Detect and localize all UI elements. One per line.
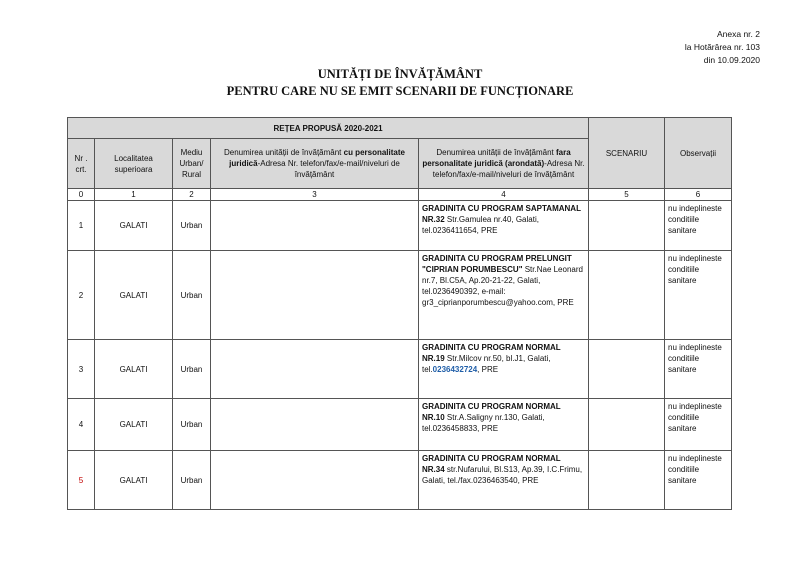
annex-date: din 10.09.2020: [703, 55, 760, 65]
schools-table: [67, 117, 732, 510]
row-mediu: Urban: [173, 451, 211, 510]
row-localitatea: GALATI: [95, 399, 173, 451]
row-localitatea: GALATI: [95, 451, 173, 510]
row-unit-without-legal-personality: GRADINITA CU PROGRAM PRELUNGIT "CIPRIAN PORUMBESCU" Str.Nae Leonard nr.7, Bl.C5A, Ap.20-21-22, Galati, tel.0236490392, e-mail: gr3_ciprianporumbescu@yahoo.com, PRE: [419, 251, 589, 340]
row-localitatea: GALATI: [95, 251, 173, 340]
header-unit-with-legal-personality: Denumirea unității de învățământ cu personalitate juridică-Adresa Nr. telefon/fax/e-mail/niveluri de învățământ: [211, 139, 419, 189]
row-unit-without-legal-personality: GRADINITA CU PROGRAM NORMAL NR.34 str.Nufarului, Bl.S13, Ap.39, I.C.Frimu, Galati, tel./fax.0236463540, PRE: [419, 451, 589, 510]
row-nr: 1: [68, 201, 95, 251]
row-observatii: nu indeplineste conditiile sanitare: [665, 201, 732, 251]
table-row: [68, 451, 732, 510]
row-scenariu: [589, 399, 665, 451]
column-number-row: [68, 189, 732, 201]
row-observatii: nu indeplineste conditiile sanitare: [665, 340, 732, 399]
row-localitatea: GALATI: [95, 340, 173, 399]
row-nr: 3: [68, 340, 95, 399]
document-subtitle: PENTRU CARE NU SE EMIT SCENARII DE FUNCȚIONARE: [226, 84, 574, 98]
row-mediu: Urban: [173, 340, 211, 399]
header-nr: Nr . crt.: [68, 139, 95, 189]
col-number: 3: [211, 189, 419, 201]
row-scenariu: [589, 251, 665, 340]
col-number: 6: [665, 189, 732, 201]
table-row: [68, 399, 732, 451]
row-localitatea: GALATI: [95, 201, 173, 251]
row-mediu: Urban: [173, 251, 211, 340]
header-unit-without-legal-personality: Denumirea unității de învățământ fara personalitate juridică (arondată)-Adresa Nr. telefon/fax/e-mail/niveluri de învățământ: [419, 139, 589, 189]
header-scenariu: SCENARIU: [589, 118, 665, 189]
row-observatii: nu indeplineste conditiile sanitare: [665, 251, 732, 340]
row-observatii: nu indeplineste conditiile sanitare: [665, 451, 732, 510]
annex-decision: la Hotărârea nr. 103: [684, 42, 760, 52]
header-localitatea: Localitatea superioara: [95, 139, 173, 189]
row-nr: 5: [68, 451, 95, 510]
col-number: 1: [95, 189, 173, 201]
row-unit-with-legal-personality: [211, 451, 419, 510]
network-group-header: REȚEA PROPUSĂ 2020-2021: [68, 118, 589, 139]
row-scenariu: [589, 201, 665, 251]
col-number: 0: [68, 189, 95, 201]
row-nr: 2: [68, 251, 95, 340]
row-unit-without-legal-personality: GRADINITA CU PROGRAM NORMAL NR.19 Str.Milcov nr.50, bl.J1, Galati, tel.0236432724, PRE: [419, 340, 589, 399]
header-mediu: Mediu Urban/ Rural: [173, 139, 211, 189]
row-unit-with-legal-personality: [211, 340, 419, 399]
row-observatii: nu indeplineste conditiile sanitare: [665, 399, 732, 451]
col-number: 2: [173, 189, 211, 201]
phone-number: 0236432724: [432, 365, 478, 374]
annex-number: Anexa nr. 2: [716, 29, 760, 39]
table-row: [68, 251, 732, 340]
header-observatii: Observații: [665, 118, 732, 189]
row-unit-with-legal-personality: [211, 399, 419, 451]
row-unit-with-legal-personality: [211, 251, 419, 340]
row-scenariu: [589, 451, 665, 510]
table-row: [68, 340, 732, 399]
row-unit-without-legal-personality: GRADINITA CU PROGRAM SAPTAMANAL NR.32 Str.Gamulea nr.40, Galati, tel.0236411654, PRE: [419, 201, 589, 251]
document-title: UNITĂȚI DE ÎNVĂȚĂMÂNT: [317, 67, 483, 81]
row-scenariu: [589, 340, 665, 399]
annex-reference: [685, 28, 760, 67]
row-unit-with-legal-personality: [211, 201, 419, 251]
table-row: [68, 201, 732, 251]
col-number: 5: [589, 189, 665, 201]
row-unit-without-legal-personality: GRADINITA CU PROGRAM NORMAL NR.10 Str.A.Saligny nr.130, Galati, tel.0236458833, PRE: [419, 399, 589, 451]
row-mediu: Urban: [173, 201, 211, 251]
row-nr: 4: [68, 399, 95, 451]
row-mediu: Urban: [173, 399, 211, 451]
col-number: 4: [419, 189, 589, 201]
